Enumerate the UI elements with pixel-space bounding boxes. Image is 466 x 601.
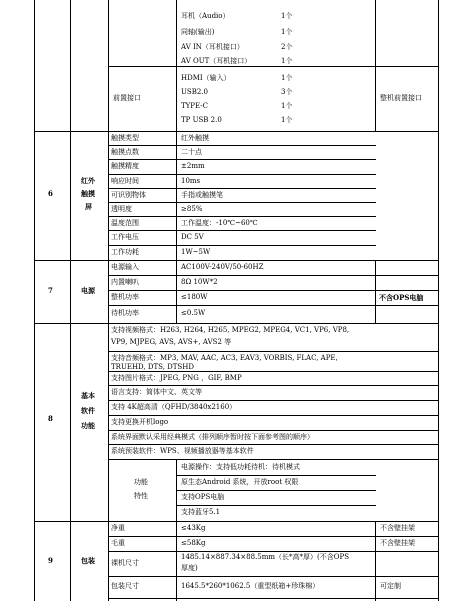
spec-value: 1485.14×887.34×88.5mm（长*高*厚）(不含OPS [181,553,350,561]
feature-item: 原生态Android 系统，开放root 权限 [181,478,299,486]
spec-label: 裸机尺寸 [111,559,139,567]
col-divider [176,521,177,601]
spec-value: 8Ω 10W*2 [181,278,218,286]
row-divider [108,598,439,599]
spec-value: 红外触摸 [181,134,209,142]
spec-label: 电源输入 [111,263,139,271]
front-ports-label: 前置接口 [113,94,141,102]
row-divider [108,430,439,431]
section-number: 6 [48,189,53,198]
software-row: 支持图片格式：JPEG, PNG ，GIF, BMP [111,374,242,382]
port-count: 1个 [281,102,293,110]
row-divider [108,66,439,67]
row-divider [108,202,376,203]
row-divider [108,245,376,246]
row-divider [108,459,439,460]
spec-value: 10ms [181,177,201,185]
spec-value: 1W~5W [181,248,211,256]
port-name: 耳机（Audio） [181,12,230,20]
port-name: 同轴(输出) [181,28,215,36]
port-count: 3个 [281,88,293,96]
col-divider [108,0,109,601]
port-count: 1个 [281,74,293,82]
row-divider [108,444,439,445]
section-divider [34,131,439,132]
port-count: 2个 [281,43,293,51]
row-divider [108,145,376,146]
port-name: AV OUT（耳机接口） [181,57,252,65]
spec-note: 可定制 [380,582,401,590]
section-title: 软件 [81,406,95,415]
feature-item: 支持蓝牙5.1 [181,508,221,516]
audio-formats: TRUEHD, DTS, DTSHD [111,363,194,371]
row-divider [108,576,439,577]
port-count: 1个 [281,12,293,20]
spec-label: 触摸点数 [111,148,139,156]
spec-label: 内置喇叭 [111,278,139,286]
spec-value: 1645.5*260*1062.5（重型纸箱+珍珠棉） [181,582,320,590]
row-divider [176,505,376,506]
spec-value: AC100V-240V/50-60HZ [181,263,264,271]
row-divider [108,159,376,160]
section-number: 8 [48,414,53,423]
spec-label: 可识别物体 [111,191,146,199]
row-divider [108,216,376,217]
row-divider [176,475,376,476]
feature-item: 电源操作：支持低功耗待机：待机模式 [181,463,300,471]
port-name: TP USB 2.0 [181,116,222,124]
spec-note: 不含OPS电脑 [379,293,424,302]
row-divider [108,351,439,352]
section-divider [34,260,439,261]
row-divider [108,188,376,189]
spec-label: 整机功率 [111,293,139,301]
row-divider [108,174,376,175]
section-divider [34,521,439,522]
port-name: TYPE-C [181,102,208,110]
spec-label: 毛重 [111,539,125,547]
spec-label: 工作电压 [111,233,139,241]
section-number: 7 [48,286,53,295]
spec-value: 手指或触摸笔 [181,191,223,199]
front-ports-note: 整机前置接口 [380,94,422,102]
section-divider [34,323,439,324]
spec-value: ≤58Kg [181,539,206,547]
spec-label: 触摸精度 [111,162,139,170]
row-divider [108,415,439,416]
row-divider [108,385,439,386]
section-title: 功能 [81,421,95,430]
spec-value: ≤43Kg [181,524,206,532]
port-name: USB2.0 [181,88,208,96]
software-row: 系统预装软件：WPS、视频播放器等基本软件 [111,447,254,455]
col-divider [375,260,376,323]
section-title: 基本 [81,391,95,400]
col-divider [375,521,376,601]
software-row: 语言支持：简体中文、英文等 [111,388,202,396]
row-divider [108,400,439,401]
spec-label: 透明度 [111,205,132,213]
function-label: 功能 [134,478,148,486]
software-row: 支持更换开机logo [111,418,169,426]
table-border-left [34,0,35,601]
spec-label: 响应时间 [111,177,139,185]
spec-note: 不含壁挂架 [380,524,415,532]
row-divider [108,305,439,306]
spec-value: ≤0.5W [181,309,206,317]
port-name: HDMI（输入） [181,74,231,82]
spec-label: 净重 [111,524,125,532]
spec-label: 触摸类型 [111,134,139,142]
table-border-right [438,0,439,601]
row-divider [108,536,439,537]
video-formats: VP9, MJPEG, AVS, AVS+, AVS2 等 [111,338,232,346]
section-title: 电源 [81,286,95,295]
video-formats: 支持视频格式：H263, H264, H265, MPEG2, MPEG4, VC1, VP6, VP8, [111,326,350,334]
spec-value: ≥85% [181,205,203,213]
audio-formats: 支持音频格式：MP3, MAV, AAC, AC3, EAV3, VORBIS, FLAC, APE, [111,354,338,362]
section-number: 9 [48,556,53,565]
spec-label: 工作功耗 [111,248,139,256]
row-divider [108,230,376,231]
row-divider [108,290,439,291]
spec-value: 工作温度：-10℃~60℃ [181,219,258,227]
port-count: 1个 [281,116,293,124]
section-title: 触摸 [81,189,95,198]
spec-value: ≤180W [181,293,208,301]
software-row: 支持 4K超高清（QFHD/3840x2160） [111,403,237,411]
col-divider [70,0,71,601]
spec-label: 温度范围 [111,219,139,227]
spec-label: 包装尺寸 [111,582,139,590]
software-row: 系统界面默认采用经典模式（排列顺序暂时按下面参考图的顺序） [111,433,314,441]
section-title: 包装 [81,556,95,565]
section-title: 屏 [85,202,92,211]
row-divider [108,275,439,276]
section-title: 红外 [81,176,95,185]
spec-value: 二十点 [181,148,202,156]
row-divider [176,490,376,491]
spec-label: 待机功率 [111,309,139,317]
row-divider [108,551,439,552]
port-count: 1个 [281,57,293,65]
port-name: AV IN（耳机接口） [181,43,244,51]
feature-item: 支持OPS电脑 [181,493,225,501]
spec-value: DC 5V [181,233,204,241]
spec-value: 厚度) [181,564,198,572]
spec-note: 不含壁挂架 [380,539,415,547]
function-label: 特性 [134,492,148,500]
spec-value: ±2mm [181,162,205,170]
port-count: 1个 [281,28,293,36]
